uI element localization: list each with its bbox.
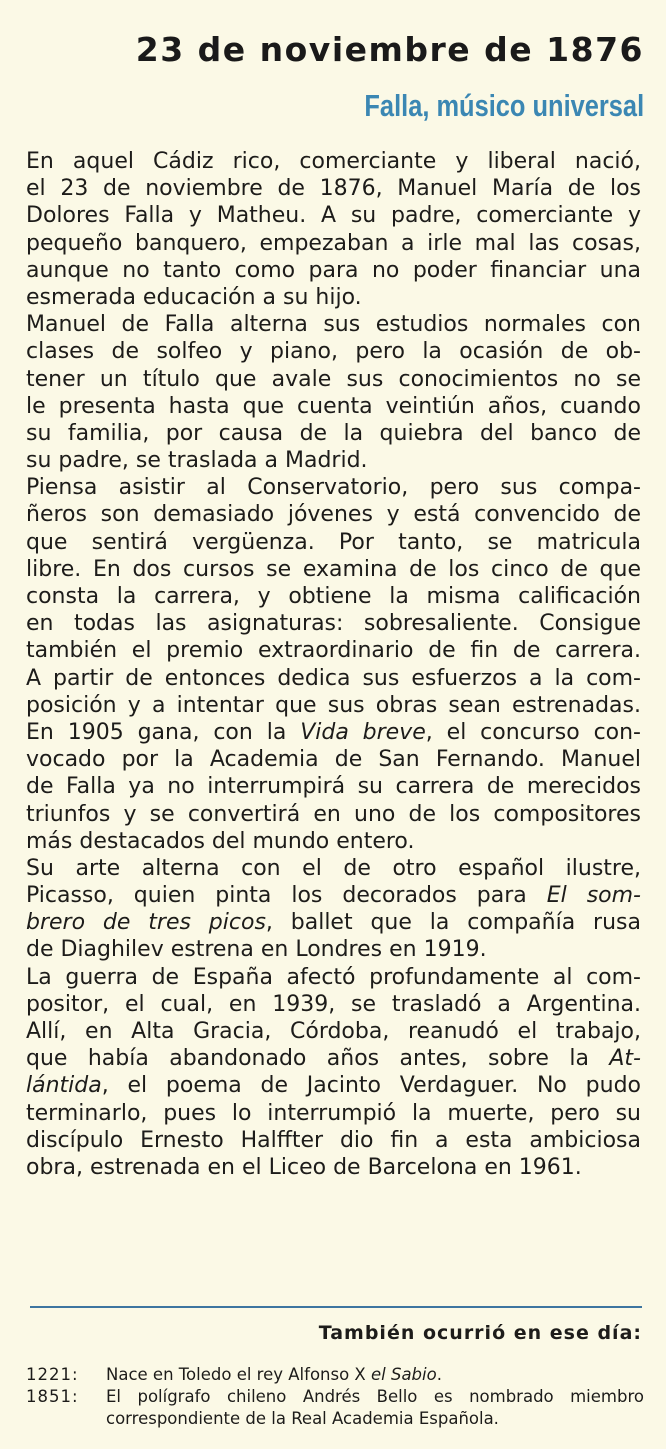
text-segment: aunque no tanto como para no poder financiar una — [26, 257, 641, 283]
text-segment: obra, estrenada en el Liceo de Barcelona en 1961. — [26, 1154, 582, 1180]
body-line — [26, 366, 641, 393]
event-text — [106, 1386, 644, 1408]
article-body — [26, 148, 641, 1181]
body-line — [26, 1072, 641, 1099]
body-line — [26, 257, 641, 284]
body-line — [26, 991, 641, 1018]
text-segment: , ballet que la compañía rusa — [265, 910, 641, 936]
body-line — [26, 1154, 641, 1181]
text-segment: pequeño banquero, empezaban a irle mal las cosas, — [26, 230, 641, 256]
italic-title: El som- — [546, 883, 641, 909]
section-divider — [30, 1306, 642, 1308]
body-line — [26, 909, 641, 936]
text-segment: correspondiente de la Real Academia Española. — [106, 1409, 499, 1428]
text-segment: Allí, en Alta Gracia, Córdoba, reanudó el trabajo, — [26, 1019, 641, 1044]
italic-epithet: el Sabio — [370, 1365, 437, 1384]
event-text — [106, 1408, 644, 1430]
body-line — [26, 311, 641, 338]
body-line — [26, 610, 641, 637]
events-list — [26, 1364, 644, 1430]
event-row — [26, 1408, 644, 1430]
body-line — [26, 665, 641, 692]
body-line — [26, 447, 641, 474]
body-line — [26, 1018, 641, 1045]
body-line — [26, 202, 641, 229]
text-segment: . — [436, 1365, 442, 1384]
body-line — [26, 501, 641, 528]
body-line — [26, 420, 641, 447]
event-year: 1221: — [26, 1365, 79, 1384]
text-segment: terminarlo, pues lo interrumpió la muerte, pero su — [26, 1100, 641, 1126]
body-line — [26, 692, 641, 719]
text-segment: En 1905 gana, con la — [26, 719, 301, 745]
text-segment: que sentirá vergüenza. Por tanto, se matricula — [26, 529, 641, 555]
body-line — [26, 801, 641, 828]
text-segment: positor, el cual, en 1939, se trasladó a Argentina. — [26, 991, 641, 1017]
text-segment: el 23 de noviembre de 1876, Manuel María de los — [26, 176, 641, 202]
text-segment: triunfos y se convertirá en uno de los compositores — [26, 801, 641, 827]
body-line — [26, 556, 641, 583]
text-segment: le presenta hasta que cuenta veintiún años, cuando — [26, 393, 641, 419]
body-line — [26, 637, 641, 664]
body-line — [26, 936, 641, 963]
body-line — [26, 230, 641, 257]
italic-title: lántida — [26, 1073, 102, 1099]
text-segment: tener un título que avale sus conocimientos no se — [26, 366, 641, 392]
text-segment: posición y a intentar que sus obras sean estrenadas. — [26, 692, 641, 718]
event-row — [26, 1364, 644, 1386]
text-segment: que había abandonado años antes, sobre la — [26, 1046, 610, 1072]
article-subtitle: Falla, músico universal — [364, 88, 644, 123]
body-line — [26, 474, 641, 501]
text-segment: vocado por la Academia de San Fernando. Manuel — [26, 747, 641, 773]
body-line — [26, 284, 641, 311]
body-line — [26, 1127, 641, 1154]
text-segment: ñeros son demasiado jóvenes y está convencido de — [26, 502, 641, 528]
text-segment: En aquel Cádiz rico, comerciante y liberal nació, — [26, 149, 641, 174]
text-segment: también el premio extraordinario de fin de carrera. — [26, 638, 641, 664]
text-segment: Piensa asistir al Conservatorio, pero sus compa- — [26, 475, 641, 501]
text-segment: su padre, se traslada a Madrid. — [26, 448, 368, 474]
body-line — [26, 719, 641, 746]
text-segment: , el concurso con- — [425, 719, 642, 745]
body-line — [26, 583, 641, 610]
text-segment: su familia, por causa de la quiebra del banco de — [26, 420, 641, 446]
event-row — [26, 1386, 644, 1408]
date-title: 23 de noviembre de 1876 — [135, 30, 644, 69]
body-line — [26, 746, 641, 773]
text-segment: de Falla ya no interrumpirá su carrera de merecidos — [26, 774, 641, 800]
italic-title: Vida breve — [300, 719, 426, 745]
text-segment: Nace en Toledo el rey Alfonso X — [106, 1365, 371, 1384]
body-line — [26, 855, 641, 882]
body-line — [26, 828, 641, 855]
also-happened-heading: También ocurrió en ese día: — [318, 1322, 642, 1344]
text-segment: Manuel de Falla alterna sus estudios normales con — [26, 312, 641, 338]
body-line — [26, 393, 641, 420]
event-text — [106, 1364, 644, 1386]
body-line — [26, 882, 641, 909]
text-segment: , el poema de Jacinto Verdaguer. No pudo — [101, 1073, 641, 1099]
text-segment: clases de solfeo y piano, pero la ocasión de ob- — [26, 339, 641, 365]
text-segment: en todas las asignaturas: sobresaliente. Consigue — [26, 611, 641, 637]
event-year: 1851: — [26, 1387, 79, 1406]
text-segment: A partir de entonces dedica sus esfuerzos a la com- — [26, 665, 641, 691]
text-segment: Su arte alterna con el de otro español ilustre, — [26, 855, 641, 881]
text-segment: Picasso, quien pinta los decorados para — [26, 883, 547, 909]
text-segment: esmerada educación a su hijo. — [26, 284, 362, 310]
italic-title: At- — [609, 1046, 641, 1072]
body-line — [26, 773, 641, 800]
text-segment: libre. En dos cursos se examina de los cinco de que — [26, 556, 641, 582]
text-segment: más destacados del mundo entero. — [26, 828, 415, 854]
text-segment: consta la carrera, y obtiene la misma calificación — [26, 584, 641, 609]
text-segment: El polígrafo chileno Andrés Bello es nombrado miembro — [106, 1387, 644, 1406]
body-line — [26, 964, 641, 991]
text-segment: Dolores Falla y Matheu. A su padre, comerciante y — [26, 203, 641, 229]
body-line — [26, 1045, 641, 1072]
text-segment: de Diaghilev estrena en Londres en 1919. — [26, 937, 487, 963]
body-line — [26, 1100, 641, 1127]
text-segment: La guerra de España afectó profundamente al com- — [26, 964, 641, 990]
italic-title: brero de tres picos — [26, 910, 266, 936]
body-line — [26, 148, 641, 175]
body-line — [26, 175, 641, 202]
body-line — [26, 529, 641, 556]
body-line — [26, 338, 641, 365]
text-segment: discípulo Ernesto Halffter dio fin a esta ambiciosa — [26, 1127, 641, 1153]
